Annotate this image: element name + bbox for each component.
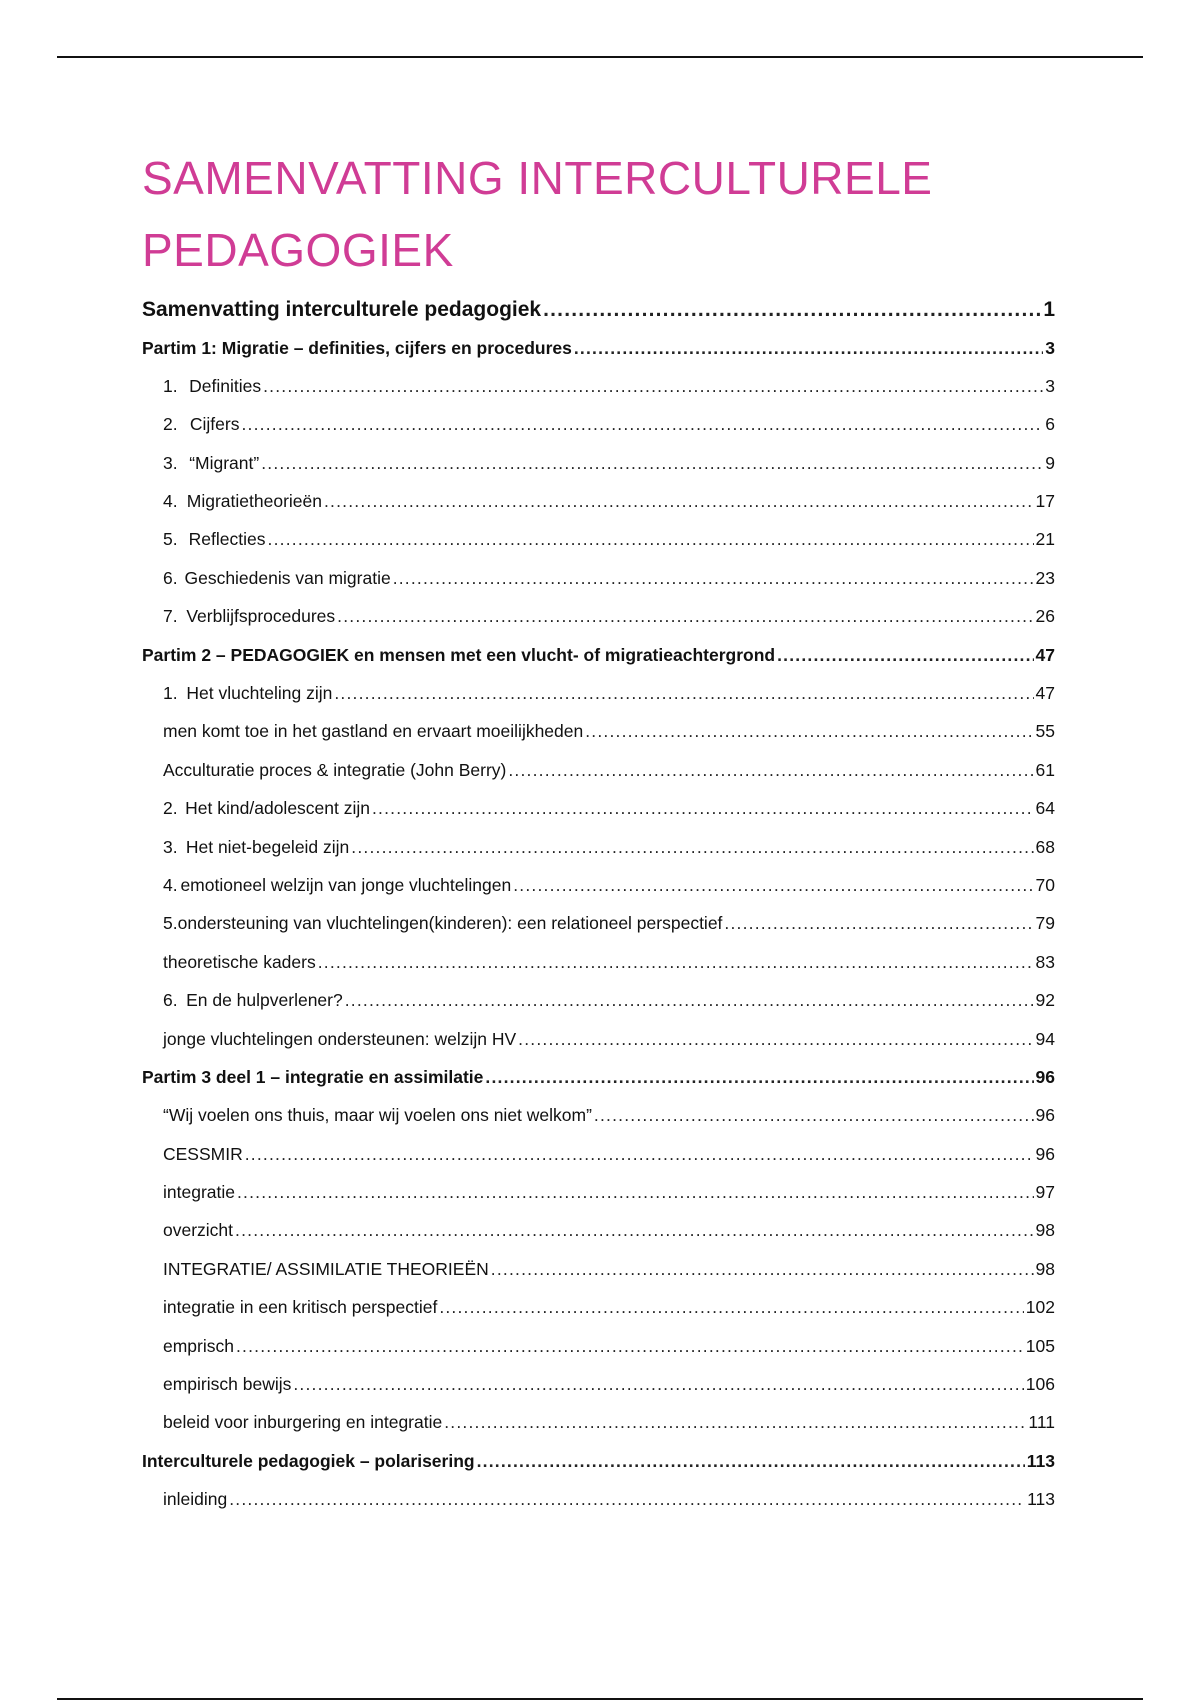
toc-entry-page-number: 106 [1025, 1374, 1055, 1395]
toc-entry[interactable] [142, 645, 1055, 683]
toc-entry-page-number: 9 [1045, 452, 1055, 473]
toc-entry[interactable] [142, 529, 1055, 567]
toc-entry-number: 2. [163, 414, 178, 435]
toc-entry[interactable] [142, 952, 1055, 990]
toc-dot-leader [351, 837, 1033, 858]
toc-entry[interactable] [142, 1336, 1055, 1374]
toc-entry-page-number: 96 [1035, 1105, 1055, 1126]
toc-entry-page-number: 23 [1035, 567, 1055, 588]
toc-entry-page-number: 92 [1035, 990, 1055, 1011]
toc-entry[interactable] [142, 990, 1055, 1028]
toc-dot-leader [245, 1144, 1034, 1165]
toc-entry-number: 3. [163, 836, 178, 857]
toc-dot-leader [235, 1220, 1034, 1241]
toc-entry-page-number: 47 [1035, 683, 1055, 704]
toc-entry-title: beleid voor inburgering en integratie [163, 1412, 443, 1433]
toc-entry[interactable] [142, 453, 1055, 491]
toc-entry-title: ondersteuning van vluchtelingen(kinderen): een relationeel perspectief [177, 913, 723, 934]
toc-dot-leader [241, 414, 1043, 435]
toc-entry-page-number: 105 [1025, 1335, 1055, 1356]
toc-entry-page-number: 102 [1025, 1297, 1055, 1318]
toc-entry[interactable] [142, 760, 1055, 798]
toc-entry[interactable] [142, 1144, 1055, 1182]
toc-dot-leader [393, 568, 1034, 589]
toc-entry-title: inleiding [163, 1489, 228, 1510]
toc-entry-title: jonge vluchtelingen ondersteunen: welzijn HV [163, 1028, 517, 1049]
toc-dot-leader [261, 453, 1043, 474]
toc-dot-leader [574, 338, 1043, 359]
toc-entry-page-number: 3 [1045, 375, 1055, 396]
toc-entry-title: “Migrant” [189, 452, 260, 473]
toc-entry-title: Samenvatting interculturele pedagogiek [142, 298, 542, 321]
toc-entry-title: men komt toe in het gastland en ervaart moeilijkheden [163, 721, 584, 742]
toc-entry[interactable] [142, 1259, 1055, 1297]
toc-dot-leader [518, 1029, 1033, 1050]
toc-entry-title: Verblijfsprocedures [186, 606, 336, 627]
toc-entry-title: Cijfers [189, 414, 240, 435]
toc-entry-title: Het vluchteling zijn [186, 683, 333, 704]
toc-dot-leader [334, 683, 1033, 704]
toc-entry-title: Partim 3 deel 1 – integratie en assimilatie [142, 1066, 484, 1087]
toc-entry-page-number: 113 [1026, 1450, 1055, 1471]
toc-entry-title: INTEGRATIE/ ASSIMILATIE THEORIEËN [163, 1258, 489, 1279]
toc-entry[interactable] [142, 1182, 1055, 1220]
toc-entry-page-number: 111 [1028, 1412, 1055, 1433]
toc-entry-number: 1. [163, 375, 178, 396]
toc-dot-leader [777, 645, 1033, 666]
toc-entry-page-number: 61 [1035, 759, 1055, 780]
toc-entry[interactable] [142, 491, 1055, 529]
document-title-line-2: PEDAGOGIEK [142, 224, 454, 276]
toc-entry-title: empirisch bewijs [163, 1374, 292, 1395]
toc-dot-leader [237, 1182, 1034, 1203]
toc-entry[interactable] [142, 1105, 1055, 1143]
toc-dot-leader [372, 798, 1034, 819]
toc-entry[interactable] [142, 1451, 1055, 1489]
toc-entry-number: 4. [163, 491, 178, 512]
toc-entry-title: Het niet-begeleid zijn [185, 836, 350, 857]
toc-dot-leader [543, 298, 1041, 322]
toc-entry-page-number: 1 [1043, 298, 1055, 321]
toc-entry[interactable] [142, 1489, 1055, 1527]
toc-entry-title: Partim 2 – PEDAGOGIEK en mensen met een vlucht- of migratieachtergrond [142, 644, 776, 665]
toc-dot-leader [236, 1336, 1024, 1357]
toc-entry-title: “Wij voelen ons thuis, maar wij voelen ons niet welkom” [163, 1105, 592, 1126]
toc-entry-page-number: 83 [1035, 951, 1055, 972]
toc-entry-page-number: 97 [1035, 1182, 1055, 1203]
toc-entry-page-number: 96 [1035, 1066, 1055, 1087]
header-rule [57, 56, 1143, 58]
toc-dot-leader [318, 952, 1034, 973]
toc-dot-leader [324, 491, 1034, 512]
toc-entry[interactable] [142, 1412, 1055, 1450]
toc-entry-title: Partim 1: Migratie – definities, cijfers en procedures [142, 337, 572, 358]
toc-entry-title: emprisch [163, 1335, 234, 1356]
toc-entry-number: 5. [163, 913, 178, 934]
toc-entry-title: theoretische kaders [163, 951, 316, 972]
toc-entry-page-number: 68 [1035, 836, 1055, 857]
toc-entry-page-number: 26 [1035, 606, 1055, 627]
toc-entry[interactable] [142, 1067, 1055, 1105]
toc-entry-number: 2. [163, 798, 178, 819]
toc-entry-number: 1. [163, 683, 178, 704]
toc-entry-page-number: 98 [1035, 1220, 1055, 1241]
toc-entry-number: 3. [163, 452, 178, 473]
toc-entry-page-number: 96 [1035, 1143, 1055, 1164]
toc-entry-title: Migratietheorieën [186, 491, 322, 512]
toc-entry[interactable] [142, 338, 1055, 376]
toc-dot-leader [293, 1374, 1023, 1395]
toc-entry[interactable] [142, 568, 1055, 606]
toc-entry[interactable] [142, 837, 1055, 875]
toc-dot-leader [477, 1451, 1025, 1472]
toc-entry[interactable] [142, 1374, 1055, 1412]
toc-entry-title: integratie in een kritisch perspectief [163, 1297, 438, 1318]
toc-dot-leader [485, 1067, 1033, 1088]
toc-entry[interactable] [142, 298, 1055, 338]
toc-entry-page-number: 3 [1045, 337, 1055, 358]
table-of-contents [142, 298, 1055, 1528]
toc-entry-title: Interculturele pedagogiek – polarisering [142, 1450, 475, 1471]
toc-entry[interactable] [142, 376, 1055, 414]
toc-entry-title: emotioneel welzijn van jonge vluchtelingen [180, 874, 512, 895]
toc-entry-page-number: 79 [1035, 913, 1055, 934]
toc-entry-page-number: 113 [1027, 1489, 1055, 1510]
toc-entry-number: 6. [163, 567, 178, 588]
toc-entry-title: Definities [189, 375, 262, 396]
toc-entry-number: 6. [163, 990, 178, 1011]
toc-entry-title: Acculturatie proces & integratie (John Berry) [163, 759, 507, 780]
toc-entry-page-number: 94 [1035, 1028, 1055, 1049]
toc-entry-title: overzicht [163, 1220, 234, 1241]
toc-entry[interactable] [142, 606, 1055, 644]
toc-entry[interactable] [142, 1220, 1055, 1258]
toc-dot-leader [724, 913, 1033, 934]
toc-entry[interactable] [142, 721, 1055, 759]
toc-entry[interactable] [142, 414, 1055, 452]
toc-entry-page-number: 17 [1035, 491, 1055, 512]
document-title-line-1: SAMENVATTING INTERCULTURELE [142, 152, 933, 204]
toc-dot-leader [491, 1259, 1034, 1280]
toc-dot-leader [229, 1489, 1025, 1510]
toc-entry[interactable] [142, 1297, 1055, 1335]
toc-dot-leader [513, 875, 1033, 896]
toc-entry[interactable] [142, 913, 1055, 951]
toc-dot-leader [585, 721, 1033, 742]
toc-dot-leader [345, 990, 1034, 1011]
toc-entry-title: Het kind/adolescent zijn [185, 798, 370, 819]
toc-entry-page-number: 47 [1035, 644, 1055, 665]
toc-entry[interactable] [142, 875, 1055, 913]
toc-dot-leader [594, 1105, 1034, 1126]
toc-entry-title: integratie [163, 1182, 235, 1203]
toc-entry[interactable] [142, 1029, 1055, 1067]
toc-dot-leader [444, 1412, 1026, 1433]
toc-dot-leader [263, 376, 1043, 397]
toc-entry-title: En de hulpverlener? [186, 990, 343, 1011]
toc-entry-page-number: 70 [1035, 874, 1055, 895]
toc-entry-page-number: 21 [1035, 529, 1055, 550]
toc-entry-page-number: 55 [1035, 721, 1055, 742]
toc-entry-title: Reflecties [188, 529, 266, 550]
toc-entry-number: 7. [163, 606, 178, 627]
toc-entry[interactable] [142, 798, 1055, 836]
toc-dot-leader [439, 1297, 1023, 1318]
toc-entry-title: Geschiedenis van migratie [184, 567, 391, 588]
document-title [142, 142, 1092, 286]
toc-dot-leader [508, 760, 1033, 781]
toc-dot-leader [268, 529, 1034, 550]
toc-entry-page-number: 64 [1035, 798, 1055, 819]
toc-entry-page-number: 6 [1045, 414, 1055, 435]
toc-entry-number: 5. [163, 529, 178, 550]
toc-entry[interactable] [142, 683, 1055, 721]
toc-dot-leader [337, 606, 1033, 627]
toc-entry-page-number: 98 [1035, 1258, 1055, 1279]
toc-entry-number: 4. [163, 874, 178, 895]
toc-entry-title: CESSMIR [163, 1143, 243, 1164]
